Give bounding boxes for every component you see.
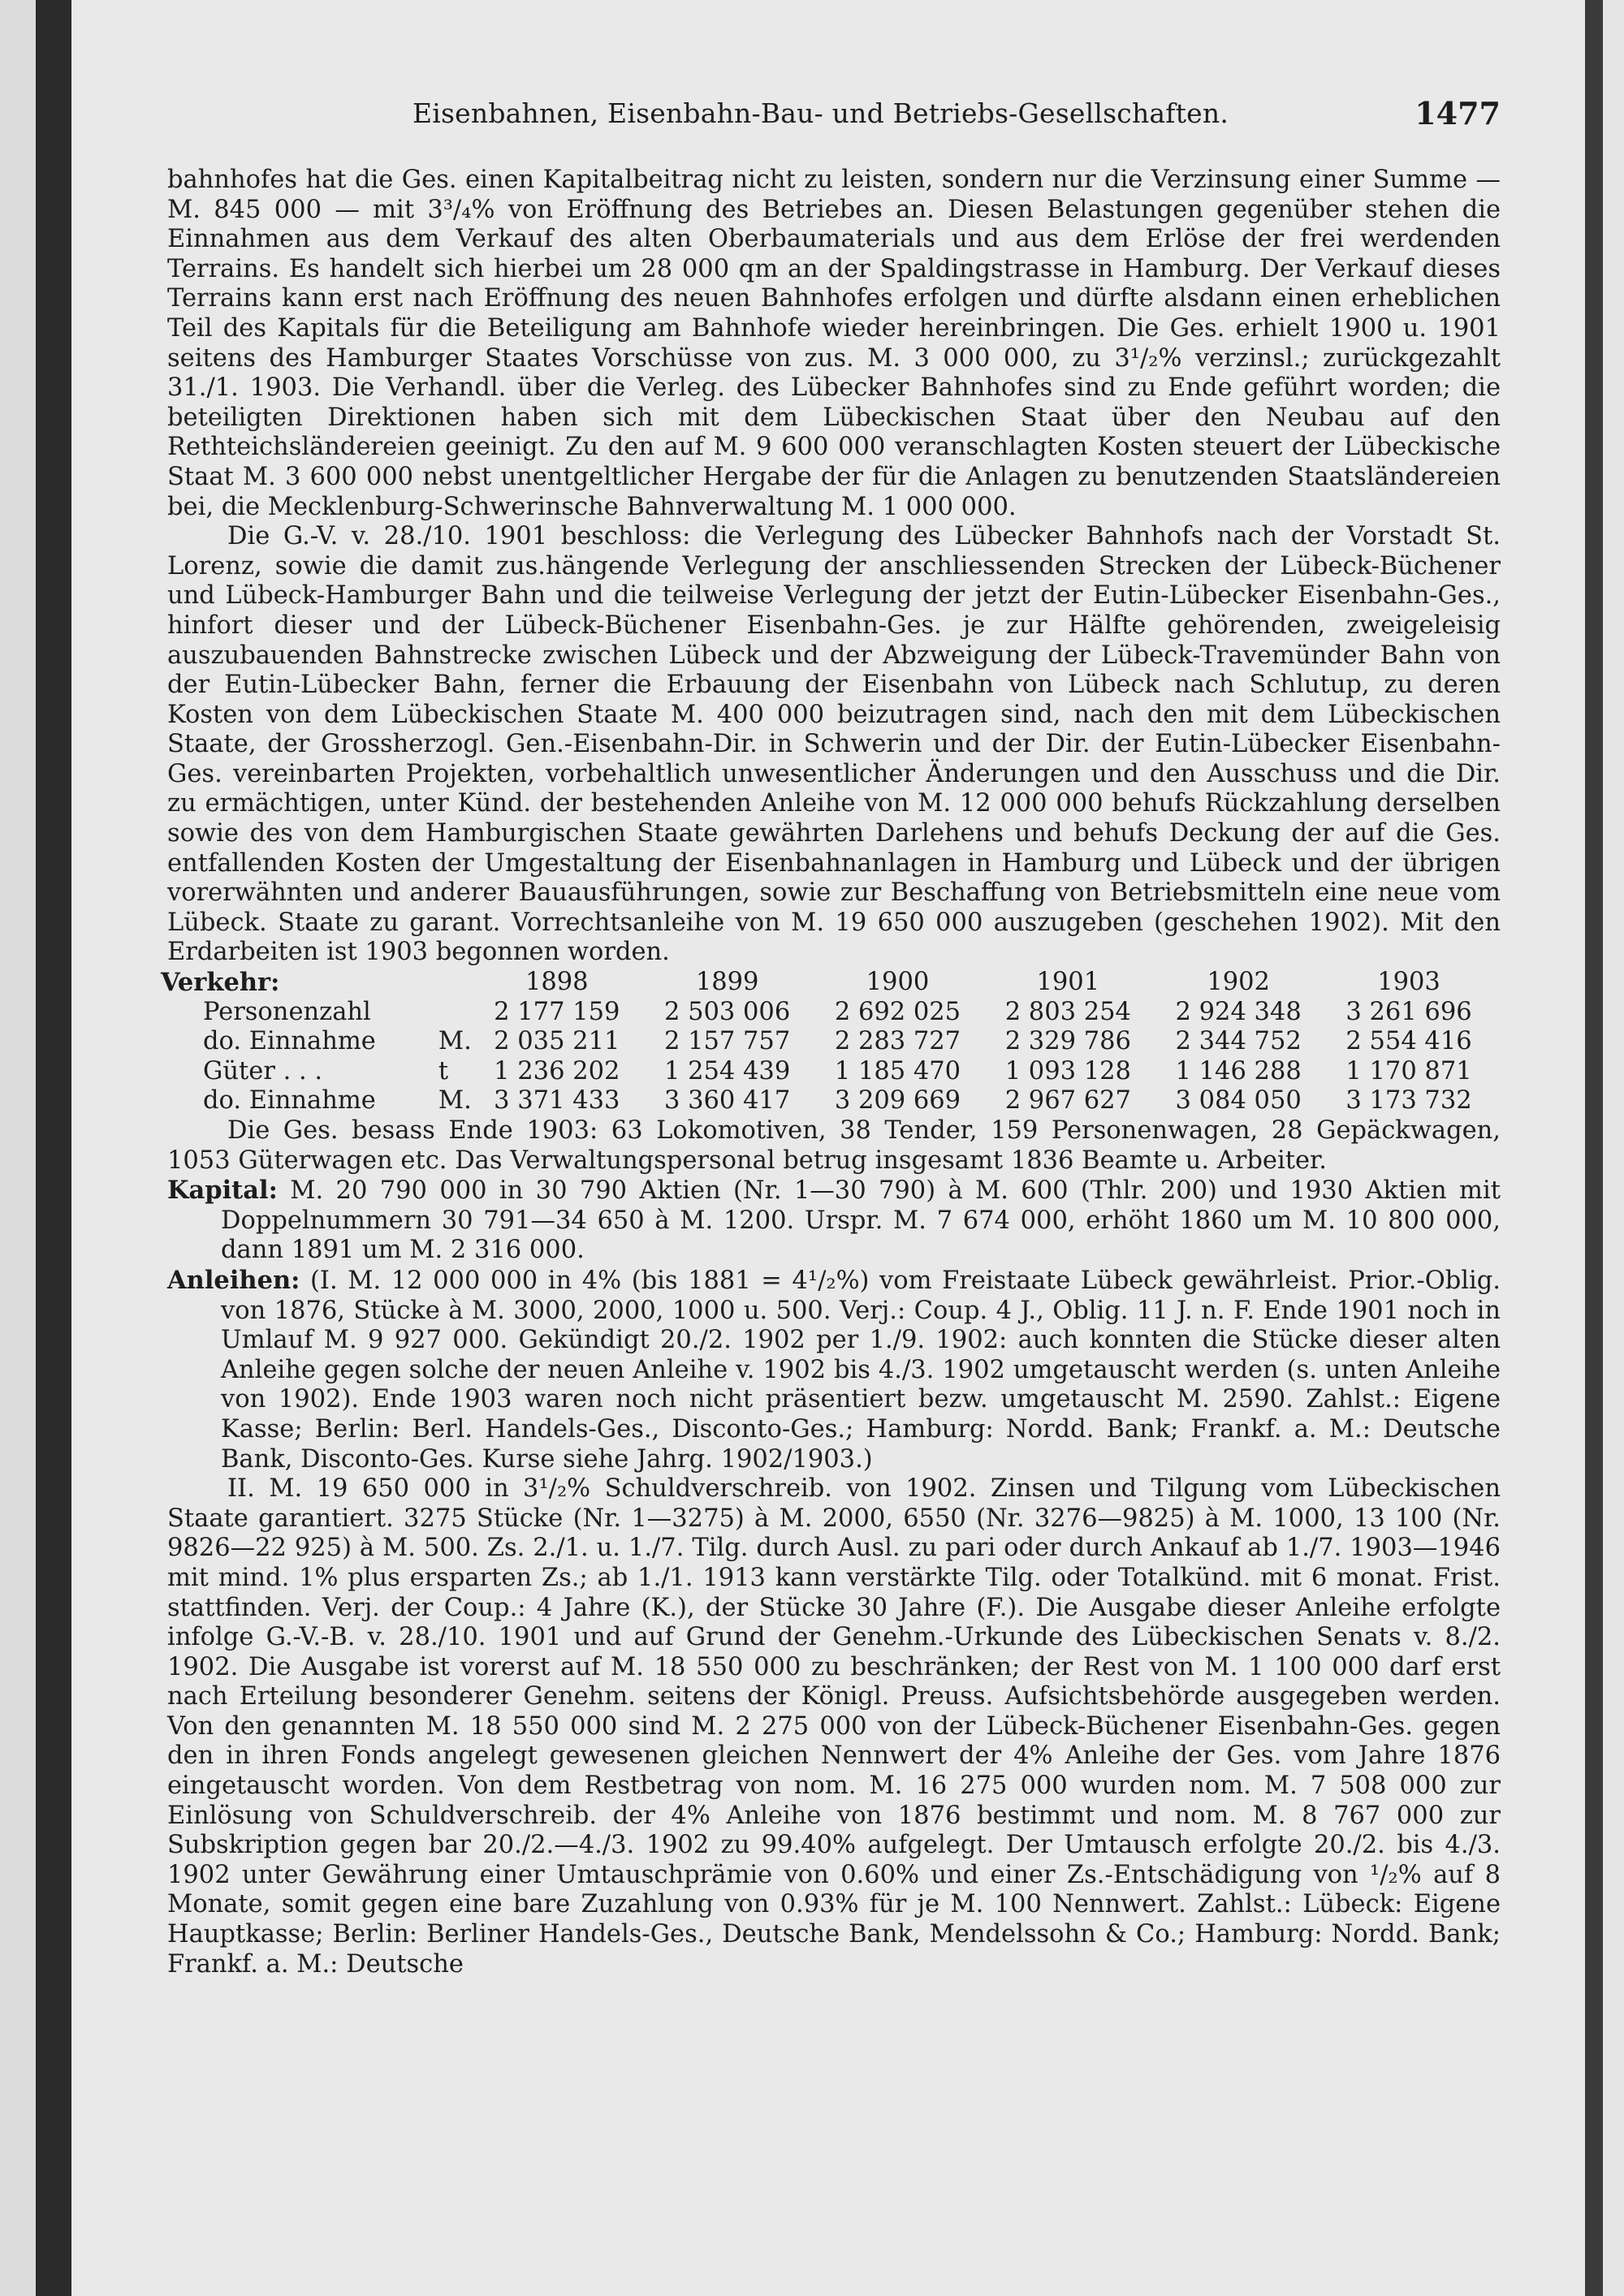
kapital-label: Kapital:: [167, 1176, 278, 1206]
table-cell: 3 209 669: [834, 1086, 961, 1116]
paragraph-loan-1902: II. M. 19 650 000 in 3¹/₂% Schuldverschreib. von 1902. Zinsen und Tilgung vom Lübeckischen Staate garantiert. 3275 Stücke (Nr. 1—3275) à M. 2000, 6550 (Nr. 3276—9825) à M. 1000, 13 100 (Nr. 9826—22 925) à M. 500. Zs. 2./1. u. 1./7. Tilg. durch Ausl. zu pari oder durch Ankauf ab 1./7. 1903—1946 mit mind. 1% plus ersparten Zs.; ab 1./1. 1913 kann verstärkte Tilg. oder Totalkünd. mit 6 monat. Frist. stattfinden. Verj. der Coup.: 4 Jahre (K.), der Stücke 30 Jahre (F.). Die Ausgabe dieser Anleihe erfolgte infolge G.-V.-B. v. 28./10. 1901 und auf Grund der Genehm.-Urkunde des Lübeckischen Senats v. 8./2. 1902. Die Ausgabe ist vorerst auf M. 18 550 000 zu beschränken; der Rest von M. 1 100 000 darf erst nach Erteilung besonderer Genehm. seitens der Königl. Preuss. Aufsichtsbehörde ausgegeben werden. Von den genannten M. 18 550 000 sind M. 2 275 000 von der Lübeck-Büchener Eisenbahn-Ges. gegen den in ihren Fonds angelegt gewesenen gleichen Nennwert der 4% Anleihe der Ges. vom Jahre 1876 eingetauscht worden. Von dem Restbetrag von nom. M. 16 275 000 wurden nom. M. 7 508 000 zur Einlösung von Schuldverschreib. der 4% Anleihe von 1876 bestimmt und nom. M. 8 767 000 zur Subskription gegen bar 20./2.—4./3. 1902 zu 99.40% aufgelegt. Der Umtausch erfolgte 20./2. bis 4./3. 1902 unter Gewährung einer Umtauschprämie von 0.60% und einer Zs.-Entschädigung von ¹/₂% auf 8 Monate, somit gegen eine bare Zuzahlung von 0.93% für je M. 100 Nennwert. Zahlst.: Lübeck: Eigene Hauptkasse; Berlin: Berliner Handels-Ges., Deutsche Bank, Mendelssohn & Co.; Hamburg: Nordd. Bank; Frankf. a. M.: Deutsche: [167, 1474, 1501, 1979]
table-cell: 1 146 288: [1175, 1056, 1302, 1085]
row-unit: [438, 998, 472, 1028]
year-header: 1899: [695, 968, 759, 997]
year-header: 1900: [866, 968, 930, 997]
paragraph-rolling-stock: Die Ges. besass Ende 1903: 63 Lokomotiven, 38 Tender, 159 Personenwagen, 28 Gepäckwagen, 1053 Güterwagen etc. Das Verwaltungspersonal betrug insgesamt 1836 Beamte u. Arbeiter.: [167, 1116, 1501, 1175]
table-cell: 2 035 211: [494, 1027, 620, 1056]
row-label: Güter . . .: [203, 1056, 323, 1085]
table-cell: 3 084 050: [1175, 1086, 1302, 1116]
table-cell: 2 329 786: [1004, 1027, 1131, 1056]
row-unit: M.: [438, 1027, 472, 1056]
table-cell: 1 170 871: [1345, 1056, 1472, 1085]
row-unit: M.: [438, 1086, 472, 1116]
table-cell: 2 803 254: [1004, 997, 1131, 1026]
paragraph-gv-resolution: Die G.-V. v. 28./10. 1901 beschloss: die Verlegung des Lübecker Bahnhofs nach der Vorstadt St. Lorenz, sowie die damit zus.hängende Verlegung der anschliessenden Strecken der Lübeck-Büchener und Lübeck-Hamburger Bahn und die teilweise Verlegung der jetzt der Eutin-Lübecker Eisenbahn-Ges., hinfort dieser und der Lübeck-Büchener Eisenbahn-Ges. je zur Hälfte gehörenden, zweigeleisig auszubauenden Bahnstrecke zwischen Lübeck und der Abzweigung der Lübeck-Travemünder Bahn von der Eutin-Lübecker Bahn, ferner die Erbauung der Eisenbahn von Lübeck nach Schlutup, zu deren Kosten von dem Lübeckischen Staate M. 400 000 beizutragen sind, nach den mit dem Lübeckischen Staate, der Grossherzogl. Gen.-Eisenbahn-Dir. in Schwerin und der Dir. der Eutin-Lübecker Eisenbahn-Ges. vereinbarten Projekten, vorbehaltlich unwesentlicher Änderungen und den Ausschuss und die Dir. zu ermächtigen, unter Künd. der bestehenden Anleihe von M. 12 000 000 behufs Rückzahlung derselben sowie des von dem Hamburgischen Staate gewährten Darlehens und behufs Deckung der auf die Ges. entfallenden Kosten der Umgestaltung der Eisenbahnanlagen in Hamburg und Lübeck und der übrigen vorerwähnten und anderer Bauausführungen, sowie zur Beschaffung von Betriebsmitteln eine neue vom Lübeck. Staate zu garant. Vorrechtsanleihe von M. 19 650 000 auszugeben (geschehen 1902). Mit den Erdarbeiten ist 1903 begonnen worden.: [167, 522, 1501, 967]
table-cell: 3 371 433: [494, 1086, 620, 1116]
table-row: [161, 1027, 1494, 1057]
table-row: [161, 1057, 1494, 1087]
table-cell: 1 254 439: [664, 1056, 791, 1085]
table-row: [161, 998, 1494, 1028]
table-cell: 2 157 757: [664, 1027, 791, 1056]
row-label: Personenzahl: [203, 997, 371, 1026]
table-cell: 2 924 348: [1175, 997, 1302, 1026]
table-cell: 3 360 417: [664, 1086, 791, 1116]
row-label: do. Einnahme: [203, 1086, 376, 1116]
document-page: [71, 0, 1585, 2296]
year-header: 1902: [1207, 968, 1270, 997]
year-header: 1901: [1036, 968, 1100, 997]
table-cell: 2 177 159: [494, 997, 620, 1026]
table-cell: 2 344 752: [1175, 1027, 1302, 1056]
table-cell: 2 967 627: [1004, 1086, 1131, 1116]
anleihen-label: Anleihen:: [167, 1265, 300, 1295]
table-cell: 1 093 128: [1004, 1056, 1131, 1085]
traffic-label: Verkehr:: [161, 968, 280, 998]
page-body: [161, 166, 1501, 1979]
scan-margin-right: [1603, 0, 1624, 2296]
table-cell: 2 503 006: [664, 997, 791, 1026]
table-cell: 3 261 696: [1345, 997, 1472, 1026]
page-number: 1477: [1415, 95, 1501, 132]
row-label: do. Einnahme: [203, 1027, 376, 1056]
scan-shadow-right: [1585, 0, 1603, 2296]
scan-shadow-left: [36, 0, 71, 2296]
anleihen-text: (I. M. 12 000 000 in 4% (bis 1881 = 4¹/₂%) vom Freistaate Lübeck gewährleist. Prior.-Oblig. von 1876, Stücke à M. 3000, 2000, 1000 u. 500. Verj.: Coup. 4 J., Oblig. 11 J. n. F. Ende 1901 noch in Umlauf M. 9 927 000. Gekündigt 20./2. 1902 per 1./9. 1902: auch konnten die Stücke dieser alten Anleihe gegen solche der neuen Anleihe v. 1902 bis 4./3. 1902 umgetauscht werden (s. unten Anleihe von 1902). Ende 1903 waren noch nicht präsentiert bezw. umgetauscht M. 2590. Zahlst.: Eigene Kasse; Berlin: Berl. Handels-Ges., Disconto-Ges.; Hamburg: Nordd. Bank; Frankf. a. M.: Deutsche Bank, Disconto-Ges. Kurse siehe Jahrg. 1902/1903.): [221, 1266, 1501, 1474]
traffic-table: [161, 968, 1494, 1116]
table-cell: 1 236 202: [494, 1056, 620, 1085]
table-row: [161, 1086, 1494, 1116]
paragraph-bahnhof-financing: bahnhofes hat die Ges. einen Kapitalbeitrag nicht zu leisten, sondern nur die Verzinsung einer Summe — M. 845 000 — mit 3³/₄% von Eröffnung des Betriebes an. Diesen Belastungen gegenüber stehen die Einnahmen aus dem Verkauf des alten Oberbaumaterials und aus dem Erlöse der frei werdenden Terrains. Es handelt sich hierbei um 28 000 qm an der Spaldingstrasse in Hamburg. Der Verkauf dieses Terrains kann erst nach Eröffnung des neuen Bahnhofes erfolgen und dürfte alsdann einen erheblichen Teil des Kapitals für die Beteiligung am Bahnhofe wieder hereinbringen. Die Ges. erhielt 1900 u. 1901 seitens des Hamburger Staates Vorschüsse von zus. M. 3 000 000, zu 3¹/₂% verzinsl.; zurückgezahlt 31./1. 1903. Die Verhandl. über die Verleg. des Lübecker Bahnhofes sind zu Ende geführt worden; die beteiligten Direktionen haben sich mit dem Lübeckischen Staat über den Neubau auf den Rethteichsländereien geeinigt. Zu den auf M. 9 600 000 veranschlagten Kosten steuert der Lübeckische Staat M. 3 600 000 nebst unentgeltlicher Hergabe der für die Anlagen zu benutzenden Staatsländereien bei, die Mecklenburg-Schwerinsche Bahnverwaltung M. 1 000 000.: [167, 166, 1501, 521]
traffic-header-row: [161, 968, 1494, 998]
table-cell: 2 692 025: [834, 997, 961, 1026]
table-cell: 2 283 727: [834, 1027, 961, 1056]
running-title: Eisenbahnen, Eisenbahn-Bau- und Betriebs-Gesellschaften.: [412, 97, 1229, 129]
kapital-text: M. 20 790 000 in 30 790 Aktien (Nr. 1—30 790) à M. 600 (Thlr. 200) und 1930 Aktien mit Doppelnummern 30 791—34 650 à M. 1200. Urspr. M. 7 674 000, erhöht 1860 um M. 10 800 000, dann 1891 um M. 2 316 000.: [221, 1176, 1501, 1265]
table-cell: 2 554 416: [1345, 1027, 1472, 1056]
year-header: 1898: [525, 968, 589, 997]
scan-margin-left: [0, 0, 36, 2296]
year-header: 1903: [1377, 968, 1440, 997]
table-cell: 3 173 732: [1345, 1086, 1472, 1116]
section-anleihen: [167, 1266, 1501, 1474]
table-cell: 1 185 470: [834, 1056, 961, 1085]
row-unit: t: [438, 1056, 449, 1085]
section-kapital: [167, 1176, 1501, 1266]
